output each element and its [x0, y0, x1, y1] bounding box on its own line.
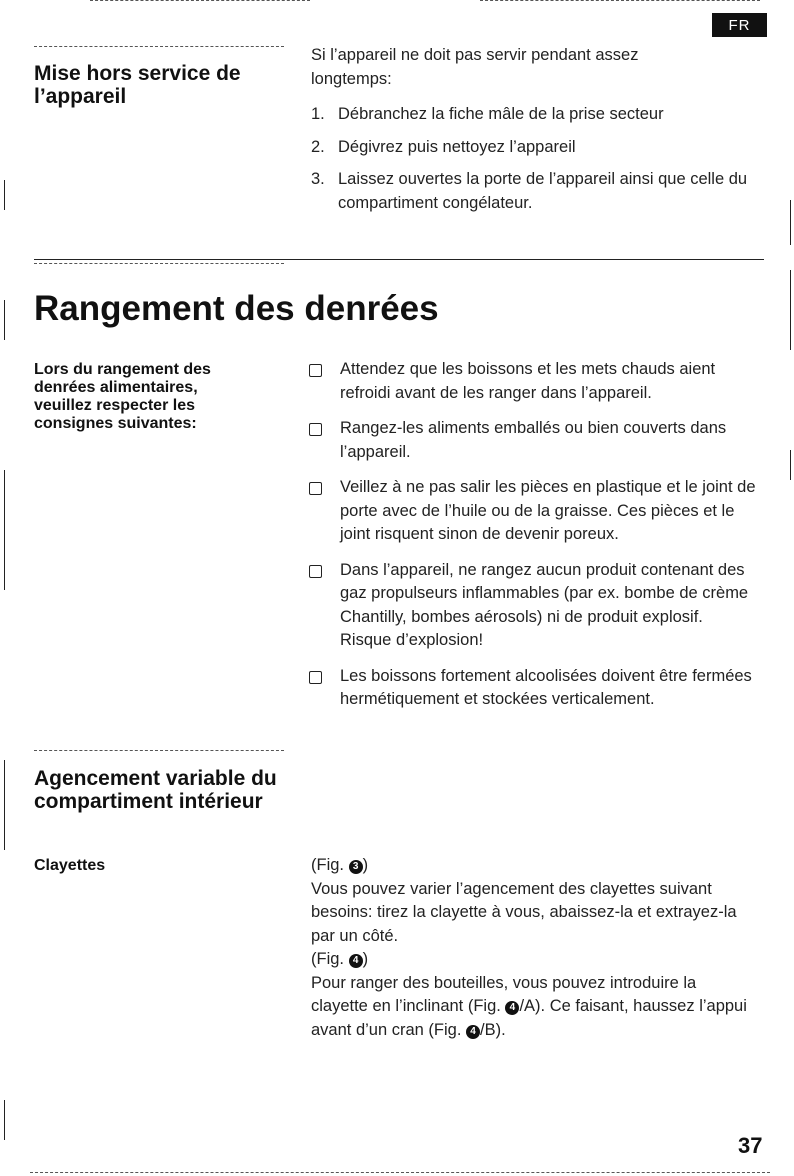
- section-rule: [34, 46, 284, 47]
- bottom-scan-rule: [30, 1172, 770, 1173]
- language-badge: FR: [712, 13, 767, 37]
- checkbox-bullet-icon: [309, 671, 322, 684]
- margin-mark: [4, 180, 5, 210]
- step-number: 3.: [311, 170, 325, 188]
- storage-bullets: [307, 358, 757, 724]
- step-number: 2.: [311, 137, 325, 156]
- list-item: [307, 417, 757, 464]
- storage-guidelines-intro: Lors du rangement des denrées alimentaires, veuillez respecter les consignes suivantes:: [34, 361, 211, 432]
- margin-mark: [4, 760, 5, 850]
- list-item: [311, 136, 751, 160]
- heading-agencement: Agencement variable du compartiment intérieur: [34, 767, 277, 813]
- fig-ref-4: (Fig. 4 ): [311, 950, 369, 968]
- checkbox-bullet-icon: [309, 423, 322, 436]
- bullet-text: Dans l’appareil, ne rangez aucun produit contenant des gaz propulseurs inflammables (par ex. bombe de crème Chantilly, bombes aérosols) ni de produit explosif. Risque d’explosion!: [340, 560, 749, 649]
- checkbox-bullet-icon: [309, 482, 322, 495]
- intro-text: Si l’appareil ne doit pas servir pendant assez longtemps:: [311, 46, 639, 88]
- margin-mark: [4, 470, 5, 590]
- bullet-text: Veillez à ne pas salir les pièces en plastique et le joint de porte avec de l’huile ou de la graisse. Ces pièces et le joint risquent sinon de devenir poreux.: [340, 478, 756, 543]
- list-item: [311, 168, 751, 215]
- top-scan-rule-right: [480, 0, 760, 1]
- step-number: 1.: [311, 105, 325, 123]
- fig-ref-3: (Fig. 3 ): [311, 856, 369, 874]
- list-item: [307, 476, 757, 547]
- bullet-text: Les boissons fortement alcoolisées doivent être fermées hermétiquement et stockées verticalement.: [340, 666, 752, 708]
- list-item: [307, 559, 757, 653]
- steps-list: [311, 103, 751, 224]
- margin-mark: [4, 1100, 5, 1140]
- figure-3-icon: 3: [349, 860, 363, 874]
- checkbox-bullet-icon: [309, 364, 322, 377]
- bullet-text: Attendez que les boissons et les mets chauds aient refroidi avant de les ranger dans l’appareil.: [340, 360, 716, 402]
- step-text: Dégivrez puis nettoyez l’appareil: [338, 137, 576, 156]
- figure-4-icon: 4: [505, 1001, 519, 1015]
- figure-4-icon: 4: [466, 1025, 480, 1039]
- bottles-paragraph: Pour ranger des bouteilles, vous pouvez introduire la clayette en l’inclinant (Fig. 4 /A). Ce faisant, haussez l’appui avant d’un cran (Fig. 4 /B).: [311, 973, 747, 1039]
- margin-mark: [4, 300, 5, 340]
- list-item: [307, 358, 757, 405]
- figure-4-icon: 4: [349, 954, 363, 968]
- page-number: 37: [738, 1133, 763, 1158]
- step-text: Laissez ouvertes la porte de l’appareil ainsi que celle du compartiment congélateur.: [338, 170, 748, 212]
- page-title: Rangement des denrées: [34, 289, 439, 328]
- list-item: [307, 665, 757, 712]
- shelves-text: [311, 854, 751, 1042]
- top-scan-rule: [90, 0, 310, 1]
- section-rule: [34, 750, 284, 751]
- step-text: Débranchez la fiche mâle de la prise secteur: [338, 105, 664, 123]
- margin-mark: [790, 270, 791, 350]
- subheading-clayettes: Clayettes: [34, 857, 106, 874]
- shelves-paragraph: Vous pouvez varier l’agencement des clayettes suivant besoins: tirez la clayette à vous, abaissez-la et extrayez-la par un côté.: [311, 879, 737, 945]
- heading-mise-hors-service: Mise hors service de l’appareil: [34, 62, 241, 108]
- checkbox-bullet-icon: [309, 565, 322, 578]
- section-divider: [34, 259, 764, 260]
- list-item: [311, 103, 751, 127]
- section-rule: [34, 263, 284, 264]
- bullet-text: Rangez-les aliments emballés ou bien couverts dans l’appareil.: [340, 419, 727, 461]
- margin-mark: [790, 450, 791, 480]
- margin-mark: [790, 200, 791, 245]
